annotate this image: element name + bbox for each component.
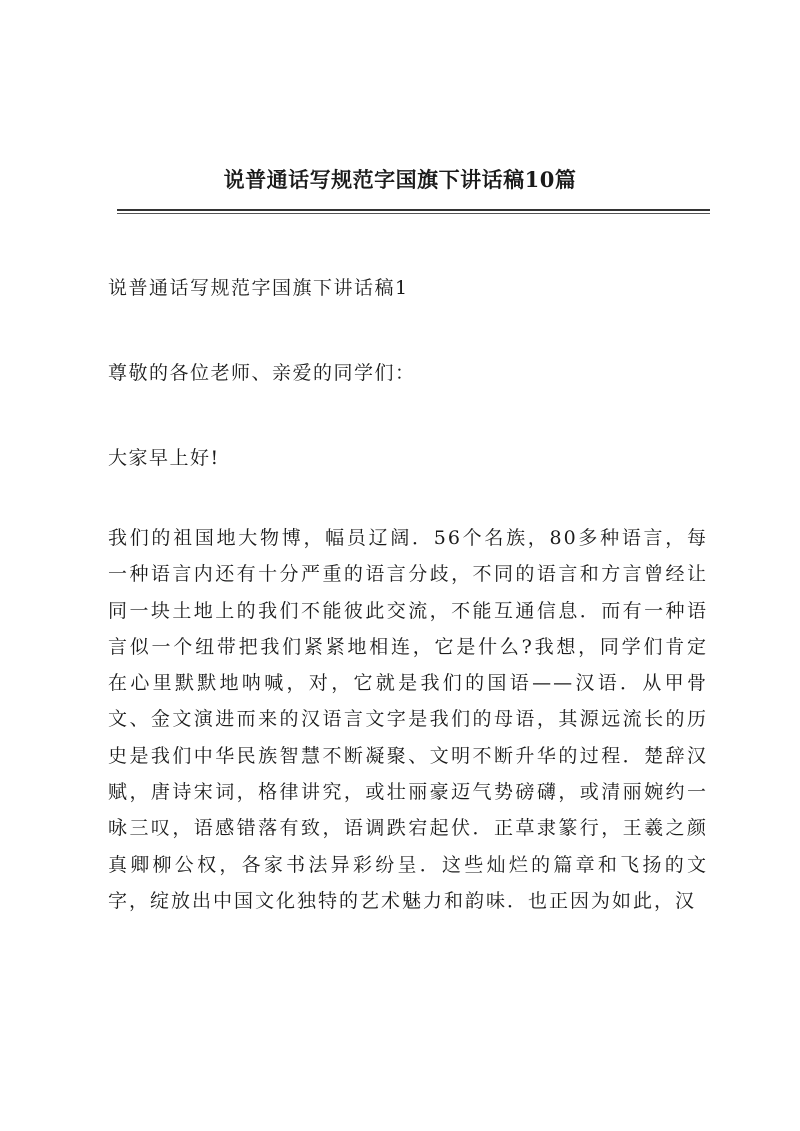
document-title: 说普通话写规范字国旗下讲话稿10篇 — [223, 167, 577, 192]
section-heading: 说普通话写规范字国旗下讲话稿1 — [108, 277, 409, 299]
title-divider-thin — [117, 213, 710, 214]
title-divider-thick — [117, 209, 710, 211]
salutation-line: 大家早上好! — [108, 447, 220, 469]
greeting-line: 尊敬的各位老师、亲爱的同学们： — [108, 362, 416, 384]
body-paragraph: 我们的祖国地大物博，幅员辽阔．56个名族，80多种语言，每一种语言内还有十分严重的语言分歧，不同的语言和方言曾经让同一块土地上的我们不能彼此交流，不能互通信息．而有一种语言似一个纽带把我们紧紧地相连，它是什么?我想，同学们肯定在心里默默地呐喊，对，它就是我们的国语——汉语．从甲骨文、金文演进而来的汉语言文字是我们的母语，其源远流长的历史是我们中华民族智慧不断凝聚、文明不断升华的过程．楚辞汉赋，唐诗宋词，格律讲究，或壮丽豪迈气势磅礴，或清丽婉约一咏三叹，语感错落有致，语调跌宕起伏．正草隶篆行，王羲之颜真卿柳公权，各家书法异彩纷呈．这些灿烂的篇章和飞扬的文字，绽放出中国文化独特的艺术魅力和韵味．也正因为如此，汉 — [108, 527, 708, 912]
